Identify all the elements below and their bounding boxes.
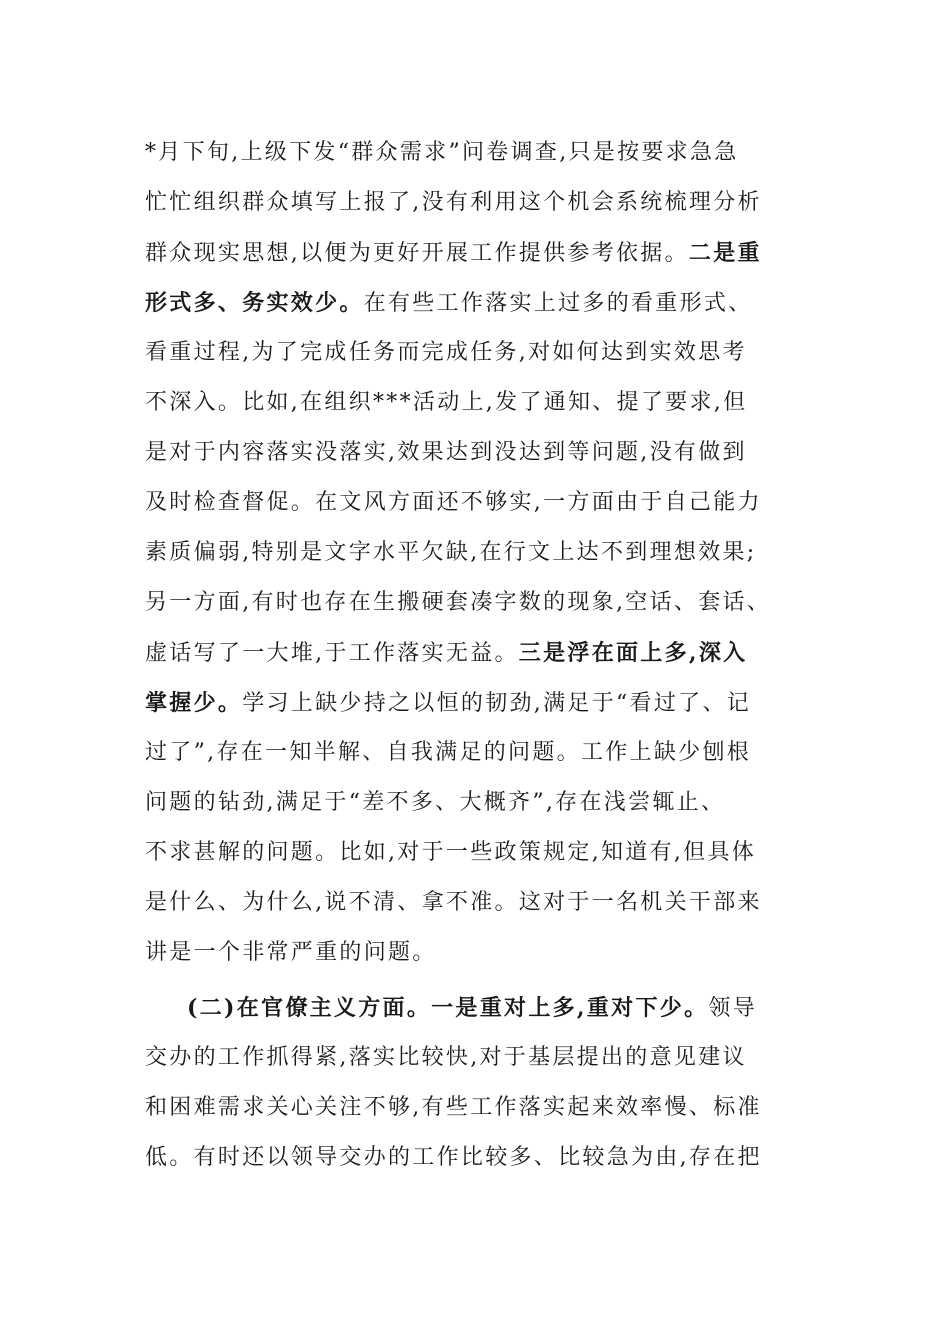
text-run: 虚话写了一大堆,于工作落实无益。 <box>145 641 519 666</box>
bold-heading-run: (二)在官僚主义方面。一是重对上多,重对下少。 <box>187 995 709 1021</box>
text-line <box>145 1133 825 1183</box>
text-line <box>145 1033 825 1083</box>
text-line <box>145 628 825 678</box>
text-line <box>145 678 825 728</box>
text-run: 是什么、为什么,说不清、拿不准。这对于一名机关干部来 <box>145 890 762 915</box>
paragraph-1 <box>145 128 825 978</box>
text-line <box>145 983 825 1033</box>
text-line <box>145 478 825 528</box>
text-run: 看重过程,为了完成任务而完成任务,对如何达到实效思考 <box>145 340 747 365</box>
text-line <box>145 878 825 928</box>
text-line <box>145 728 825 778</box>
text-line <box>145 828 825 878</box>
text-run: 不深入。比如,在组织***活动上,发了通知、提了要求,但 <box>145 390 748 415</box>
text-run: 是对于内容落实没落实,效果达到没达到等问题,没有做到 <box>145 440 747 465</box>
text-line <box>145 278 825 328</box>
text-line <box>145 778 825 828</box>
bold-heading-run: 二是重 <box>688 240 762 266</box>
text-line <box>145 1083 825 1133</box>
text-line <box>145 578 825 628</box>
text-line <box>145 528 825 578</box>
paragraph-2 <box>145 983 825 1183</box>
text-line <box>145 928 825 978</box>
text-run: 问题的钻劲,满足于“差不多、大概齐”,存在浅尝辄止、 <box>145 790 726 815</box>
text-run: 在有些工作落实上过多的看重形式、 <box>363 291 753 316</box>
text-run: 交办的工作抓得紧,落实比较快,对于基层提出的意见建议 <box>145 1045 747 1070</box>
text-line <box>145 128 825 178</box>
text-run: 学习上缺少持之以恒的韧劲,满足于“看过了、记 <box>242 691 752 716</box>
text-run: 群众现实思想,以便为更好开展工作提供参考依据。 <box>145 241 689 266</box>
text-run: 过了”,存在一知半解、自我满足的问题。工作上缺少刨根 <box>145 740 752 765</box>
text-line <box>145 378 825 428</box>
text-line <box>145 328 825 378</box>
bold-heading-run: 掌握少。 <box>145 690 243 716</box>
text-run: *月下旬,上级下发“群众需求”问卷调查,只是按要求急急 <box>145 140 739 165</box>
text-run: 素质偏弱,特别是文字水平欠缺,在行文上达不到理想效果; <box>145 540 757 565</box>
text-run: 及时检查督促。在文风方面还不够实,一方面由于自己能力 <box>145 490 762 515</box>
text-line <box>145 178 825 228</box>
text-run: 和困难需求关心关注不够,有些工作落实起来效率慢、标准 <box>145 1095 762 1120</box>
text-line <box>145 228 825 278</box>
text-run: 忙忙组织群众填写上报了,没有利用这个机会系统梳理分析 <box>145 190 762 215</box>
bold-heading-run: 形式多、务实效少。 <box>145 290 364 316</box>
text-run: 领导 <box>708 996 757 1021</box>
text-run: 讲是一个非常严重的问题。 <box>145 940 437 965</box>
bold-heading-run: 三是浮在面上多,深入 <box>518 640 748 666</box>
text-line <box>145 428 825 478</box>
text-run: 不求甚解的问题。比如,对于一些政策规定,知道有,但具体 <box>145 840 757 865</box>
text-run: 低。有时还以领导交办的工作比较多、比较急为由,存在把 <box>145 1145 762 1170</box>
text-run: 另一方面,有时也存在生搬硬套凑字数的现象,空话、套话、 <box>145 590 772 615</box>
